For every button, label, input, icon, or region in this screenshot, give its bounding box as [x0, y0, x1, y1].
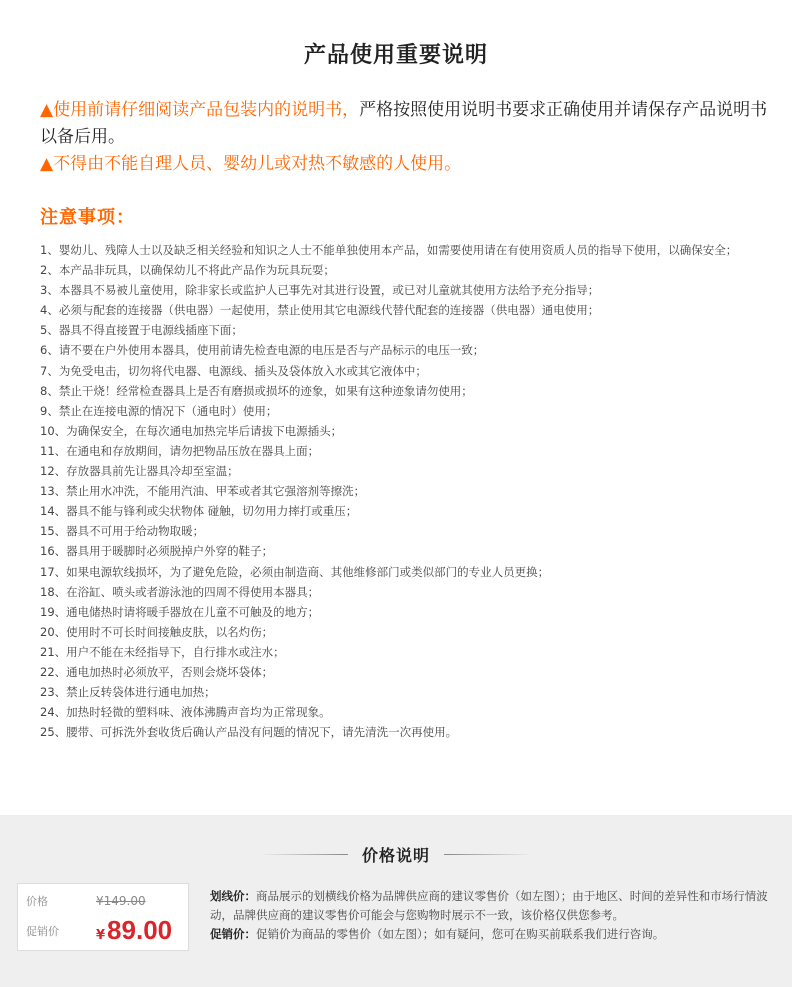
- promo-price-term: 促销价：: [210, 927, 256, 941]
- notice-item: 22、通电加热时必须放平，否则会烧坏袋体；: [40, 664, 274, 679]
- notice-item: 17、如果电源软线损坏，为了避免危险，必须由制造商、其他维修部门或类似部门的专业人员更换；: [40, 564, 550, 579]
- intro-instruction: 严格按照使用说明书要求正确使用并请保存产品说明书以备后用。: [40, 100, 768, 147]
- divider-line: [260, 854, 348, 855]
- notice-item: 25、腰带、可拆洗外套收货后确认产品没有问题的情况下，请先清洗一次再使用。: [40, 725, 458, 740]
- original-price-row: [26, 893, 186, 909]
- notice-item: 3、本器具不易被儿童使用，除非家长或监护人已事先对其进行设置，或已对儿童就其使用方法给予充分指导；: [40, 283, 600, 298]
- notice-item: 1、婴幼儿、残障人士以及缺乏相关经验和知识之人士不能单独使用本产品，如需要使用请在有使用资质人员的指导下使用，以确保安全；: [40, 243, 738, 257]
- notice-item: 2、本产品非玩具，以确保幼儿不将此产品作为玩具玩耍；: [40, 263, 335, 278]
- notice-item: 5、器具不得直接置于电源线插座下面；: [40, 323, 243, 338]
- notice-item: 23、禁止反转袋体进行通电加热；: [40, 685, 216, 700]
- notice-list: [40, 240, 780, 742]
- sale-price-value: 89.00: [107, 915, 173, 945]
- price-description: [210, 887, 780, 944]
- notice-item: 8、禁止干烧！经常检查器具上是否有磨损或损坏的迹象，如果有这种迹象请勿使用；: [40, 383, 473, 398]
- notice-item: 21、用户不能在未经指导下，自行排水或注水；: [40, 644, 285, 659]
- price-heading: [0, 843, 792, 866]
- price-explanation-panel: [0, 815, 792, 987]
- intro-warning-2: ▲不得由不能自理人员、婴幼儿或对热不敏感的人使用。: [40, 154, 462, 174]
- notice-item: 16、器具用于暖脚时必须脱掉户外穿的鞋子；: [40, 544, 274, 559]
- notice-item: 20、使用时不可长时间接触皮肤，以名灼伤；: [40, 624, 274, 639]
- notice-item: 15、器具不可用于给动物取暖；: [40, 524, 205, 539]
- original-price-value: ¥149.00: [96, 894, 146, 908]
- strikethrough-price-explanation: 商品展示的划横线价格为品牌供应商的建议零售价（如左图）；由于地区、时间的差异性和市场行情波动，品牌供应商的建议零售价可能会与您购物时展示不一致，该价格仅供您参考。: [210, 889, 768, 922]
- page-title: 产品使用重要说明: [303, 43, 488, 68]
- sale-price: [96, 915, 172, 946]
- original-price-label: 价格: [26, 895, 48, 908]
- promo-price-explanation: 促销价为商品的零售价（如左图）；如有疑问，您可在购买前联系我们进行咨询。: [256, 927, 665, 941]
- sale-price-row: [26, 915, 186, 946]
- divider-line: [444, 854, 532, 855]
- sale-price-label: 促销价: [26, 924, 59, 938]
- notice-item: 4、必须与配套的连接器（供电器）一起使用，禁止使用其它电源线代替代配套的连接器（供电器）通电使用；: [40, 303, 600, 318]
- notice-item: 9、禁止在连接电源的情况下（通电时）使用；: [40, 403, 278, 418]
- notice-item: 14、器具不能与锋利或尖状物体 碰触，切勿用力摔打或重压；: [40, 504, 358, 519]
- strikethrough-price-term: 划线价：: [210, 889, 256, 903]
- currency-symbol: ¥: [96, 928, 106, 943]
- notice-item: 7、为免受电击，切勿将代电器、电源线、插头及袋体放入水或其它液体中；: [40, 363, 427, 378]
- price-heading-text: 价格说明: [361, 846, 430, 865]
- intro-warning-1: ▲使用前请仔细阅读产品包装内的说明书，: [40, 100, 360, 120]
- notice-item: 6、请不要在户外使用本器具，使用前请先检查电源的电压是否与产品标示的电压一致；: [40, 343, 485, 358]
- intro-text: [40, 97, 770, 178]
- notice-item: 11、在通电和存放期间，请勿把物品压放在器具上面；: [40, 443, 320, 458]
- notice-item: 13、禁止用水冲洗，不能用汽油、甲苯或者其它强溶剂等擦洗；: [40, 484, 366, 499]
- notice-item: 18、在浴缸、喷头或者游泳池的四周不得使用本器具；: [40, 584, 320, 599]
- price-example-box: [17, 883, 189, 951]
- notice-item: 10、为确保安全，在每次通电加热完毕后请拔下电源插头；: [40, 423, 343, 438]
- notice-item: 19、通电储热时请将暖手器放在儿童不可触及的地方；: [40, 604, 320, 619]
- notice-item: 24、加热时轻微的塑料味、液体沸腾声音均为正常现象。: [40, 705, 331, 720]
- notice-item: 12、存放器具前先让器具冷却至室温；: [40, 464, 239, 479]
- notice-heading: 注意事项：: [40, 207, 135, 228]
